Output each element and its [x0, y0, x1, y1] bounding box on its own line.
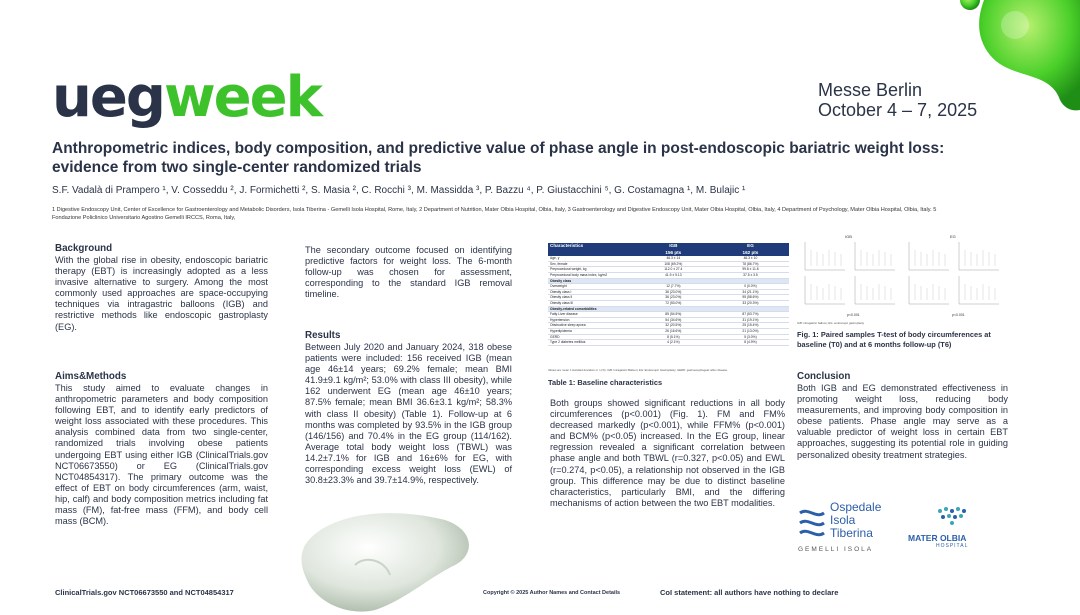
- circumference-figure: [797, 230, 1009, 330]
- baseline-table: [548, 243, 789, 346]
- table-cell-label: Obesity class II: [548, 295, 635, 301]
- table-cell-label: Obesity class I: [548, 289, 635, 295]
- table-cell-label: Obesity-related comorbidities: [548, 306, 635, 312]
- table-cell-eg: 33 (20.3%): [712, 300, 789, 306]
- results-continued-text: Both groups showed significant reductions in all body circumferences (p<0.001) (Fig. 1). FM and FM% decreased markedly (p<0.001), while FFM% (p<0.001) and BCM% (p<0.05) increased. In the EG group, linear regression revealed a significant correlation between phase angle and both TBWL (r=0.327, p<0.05) and EWL (r=0.274, p<0.05), a relationship not observed in the IGB group. This difference may be due to distinct baseline characteristics, particularly BMI, and the differing mechanisms of action between the two EBT modalities.: [550, 398, 785, 508]
- table-cell-igb: 26 (16.6%): [635, 328, 712, 334]
- figure-subplot: [805, 276, 845, 304]
- event-venue-block: [818, 80, 977, 120]
- table-cell-label: Preprocedural weight, kg: [548, 267, 635, 273]
- table-header-eg: EG: [712, 243, 789, 250]
- table-cell-label: Obesity class: [548, 278, 635, 284]
- ueg-week-logo: uegweek: [52, 65, 321, 130]
- conclusion-heading: Conclusion: [797, 371, 851, 382]
- table-cell-igb: 4 (2.1%): [635, 340, 712, 346]
- table-caption: Table 1: Baseline characteristics: [548, 378, 663, 387]
- table-cell-igb: 85 (54.5%): [635, 312, 712, 318]
- results-continued: [550, 398, 785, 509]
- table-cell-igb: 41.9 ± 9.13: [635, 272, 712, 278]
- background-heading: Background: [55, 243, 113, 254]
- table-row: [548, 340, 789, 346]
- table-header-igb: IGB: [635, 243, 712, 250]
- table-cell-eg: 0 (0.0%): [712, 284, 789, 290]
- figure-subplot: [805, 242, 845, 270]
- decorative-liver-illustration: [295, 505, 480, 615]
- table-cell-eg: 31 (19.1%): [712, 317, 789, 323]
- table-cell-eg: 5 (3.0%): [712, 334, 789, 340]
- table-cell-label: Obesity class III: [548, 300, 635, 306]
- figure-subplot: [909, 242, 949, 270]
- results-text: Between July 2020 and January 2024, 318 obese patients were included: 156 received IGB (mean age 46±14 years; 69.2% female; mean BMI 41.9±9.1 kg/m²; 53.0% with class III obesity), while 162 underwent EG (mean age 46±10 years; 87.5% female; mean BMI 36.6±3.1 kg/m²; 58.3% with class II obesity) (Table 1). Follow-up at 6 months was completed by 93.5% in the IGB group (146/156) and 70.4% in the EG group (114/162). Average total body weight loss (TBWL) was 14.2±7.1% for IGB and 16±6% for EG, with corresponding excess weight loss (EWL) of 30.8±23.3% and 39.7±14.9%, respectively.: [305, 342, 512, 486]
- table-row: [548, 272, 789, 278]
- table-cell-label: Hyperlipidemia: [548, 328, 635, 334]
- results-heading: Results: [305, 330, 341, 341]
- table-cell-eg: 99.8 ± 11.8: [712, 267, 789, 273]
- table-header-characteristics: Characteristics: [548, 243, 635, 250]
- table-cell-label: Age, y: [548, 256, 635, 261]
- aims-methods-section: [55, 371, 268, 527]
- table-cell-eg: 21 (13.0%): [712, 328, 789, 334]
- figure-p-value-eg: p<0.001: [952, 313, 965, 317]
- table-cell-igb: 72 (53.0%): [635, 300, 712, 306]
- table-cell-label: Obstructive sleep apnea: [548, 323, 635, 329]
- table-cell-label: Type 2 diabetes mellitus: [548, 340, 635, 346]
- event-dates: October 4 – 7, 2025: [818, 100, 978, 120]
- figure-note: IGB: intragastric balloon; EG: endoscopic gastroplasty: [797, 321, 865, 325]
- footer-coi: CoI statement: all authors have nothing to declare: [660, 588, 839, 597]
- figure-subplot: [855, 242, 895, 270]
- figure-caption: Fig. 1: Paired samples T-test of body circumferences at baseline (T0) and at 6 months follow-up (T6): [797, 330, 991, 349]
- table-cell-eg: 78 (86.7%): [712, 261, 789, 267]
- authors: S.F. Vadalà di Prampero ¹, V. Cosseddu ², J. Formichetti ², S. Masia ², C. Rocchi ³, M. Massidda ³, P. Bazzu ⁴, P. Giustacchini ⁵, G. Costamagna ¹, M. Bulajic ¹: [52, 185, 746, 196]
- table-cell-igb: 8 (5.1%): [635, 334, 712, 340]
- figure-p-value-igb: p<0.001: [847, 313, 860, 317]
- table-cell-eg: 8 (4.9%): [712, 340, 789, 346]
- table-cell-igb: 112.0 ± 27.4: [635, 267, 712, 273]
- table-cell-eg: 95 (58.6%): [712, 295, 789, 301]
- table-cell-label: Sex, female: [548, 261, 635, 267]
- figure-subplot: [959, 276, 999, 304]
- background-section: [55, 243, 268, 333]
- table-cell-label: GERD: [548, 334, 635, 340]
- mater-dots-icon: [932, 505, 972, 531]
- figure-subplot: [909, 276, 949, 304]
- table-cell-eg: 37.5 ± 3.5: [712, 272, 789, 278]
- secondary-text: The secondary outcome focused on identifying predictive factors for weight loss. The 6-month follow-up was chosen for assessment, corresponding to the standard IGB removal timeline.: [305, 245, 512, 300]
- secondary-outcome-section: [305, 245, 512, 300]
- table-cell-eg: 34 (21.1%): [712, 289, 789, 295]
- table-note: Values are mean ± standard deviation or n (%). IGB: Intragastric Balloon; EG: Endoscopic Gastroplasty; GERD: gastroesophageal reflux disease.: [548, 368, 728, 372]
- table-cell-igb: 12 (7.7%): [635, 284, 712, 290]
- footer-trials: ClinicalTrials.gov NCT06673550 and NCT04854317: [55, 588, 234, 597]
- figure-subplot: [855, 276, 895, 304]
- table-subheader-eg: 162 pts: [712, 250, 789, 257]
- affiliations: 1 Digestive Endoscopy Unit, Center of Excellence for Gastroenterology and Metabolic Disorders, Isola Tiberina - Gemelli Isola Hospital, Rome, Italy, 2 Department of Nutrition, Mater Olbia Hospital, Olbia, Italy, 3 Gastroenterology and Digestive Endoscopy Unit, Mater Olbia Hospital, Olbia, Italy, 4 Department of Psychology, Mater Olbia Hospital, Olbia, Italy. 5 Fondazione Policlinico Universitario Agostino Gemelli IRCCS, Roma, Italy,: [52, 207, 937, 221]
- table-row: [548, 267, 789, 273]
- figure-panel-eg-label: EG: [950, 234, 956, 239]
- table-cell-igb: 32 (20.5%): [635, 323, 712, 329]
- results-section: [305, 330, 512, 486]
- table-cell-igb: 36 (23.0%): [635, 289, 712, 295]
- table-cell-igb: 36 (23.0%): [635, 295, 712, 301]
- table-subheader-igb: 156 pts: [635, 250, 712, 257]
- table-cell-label: Fatty Liver disease: [548, 312, 635, 318]
- table-cell-eg: 46.3 ± 10: [712, 256, 789, 261]
- table-cell-label: Hypertension: [548, 317, 635, 323]
- figure-subplot: [959, 242, 999, 270]
- table-cell-eg: 87 (53.7%): [712, 312, 789, 318]
- table-cell-igb: 54 (34.6%): [635, 317, 712, 323]
- figure-panel-igb-label: IGB: [845, 234, 852, 239]
- background-text: With the global rise in obesity, endoscopic bariatric therapy (EBT) is increasingly adopted as a less invasive alternative to surgery. Among the most commonly used approaches are space-occupying techniques via intragastric balloons (IGB) and restrictive methods like endoscopic gastroplasty (EG).: [55, 255, 268, 332]
- footer-copyright: Copyright © 2025 Author Names and Contact Details: [483, 590, 621, 596]
- aims-heading: Aims&Methods: [55, 371, 127, 382]
- table-row: [548, 323, 789, 329]
- ospedale-wave-icon: [798, 503, 826, 545]
- table-cell-igb: 46.3 ± 14: [635, 256, 712, 261]
- table-cell-label: Preprocedural body mass index, kg/m2: [548, 272, 635, 278]
- poster-title: Anthropometric indices, body composition, and predictive value of phase angle in post-endoscopic bariatric weight loss: evidence from two single-center randomized trials: [52, 140, 945, 176]
- aims-text: This study aimed to evaluate changes in anthropometric parameters and body composition following EBT, and to identify early predictors of weight loss associated with these procedures. This analysis combined data from two single-center, randomized trials involving obese patients undergoing EBT using either IGB (ClinicalTrials.gov NCT06673550) or EG (ClinicalTrials.gov NCT04854317). The primary outcome was the effect of EBT on body circumferences (arm, waist, hip, calf) and body composition metrics including fat mass (FM), fat-free mass (FFM), and body cell mass (BCM).: [55, 383, 268, 527]
- venue-name: Messe Berlin: [818, 80, 923, 100]
- table-cell-eg: 25 (15.4%): [712, 323, 789, 329]
- conclusion-text: Both IGB and EG demonstrated effectiveness in promoting weight loss, reducing body measurements, and improving body composition in obese patients. Phase angle may serve as a valuable predictor of weight loss in certain EBT approaches, suggesting its potential role in guiding personalized obesity treatment strategies.: [797, 383, 1008, 460]
- conclusion-section: [797, 371, 1008, 461]
- table-cell-igb: 108 (69.2%): [635, 261, 712, 267]
- table-cell-label: Overweight: [548, 284, 635, 290]
